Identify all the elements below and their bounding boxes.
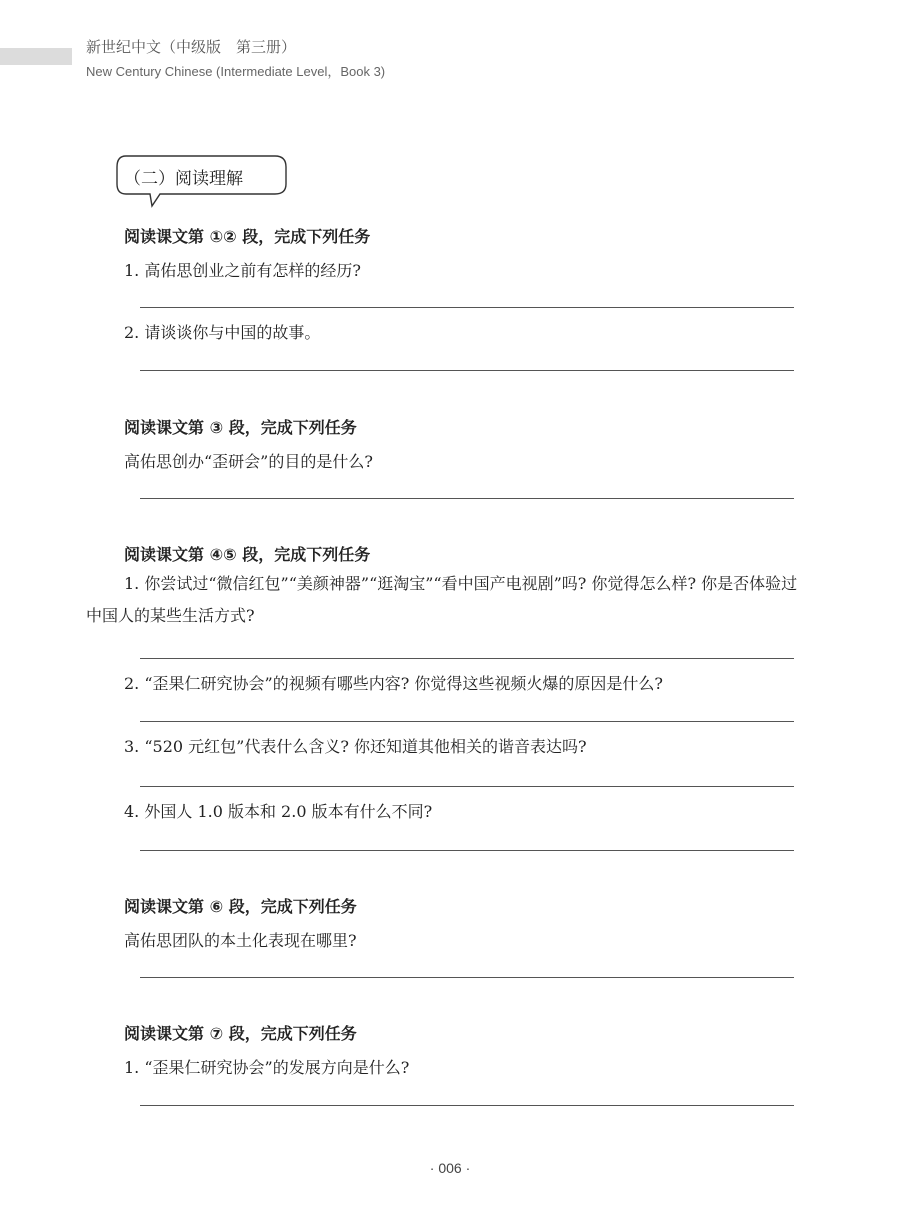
- task-heading: 阅读课文第 ⑥ 段，完成下列任务: [124, 897, 357, 916]
- page-number: · 006 ·: [429, 1160, 471, 1176]
- answer-line[interactable]: [140, 370, 794, 371]
- task-heading: 阅读课文第 ③ 段，完成下列任务: [124, 418, 357, 437]
- task-heading: 阅读课文第 ⑦ 段，完成下列任务: [124, 1024, 357, 1043]
- section-title: （二）阅读理解: [124, 169, 243, 189]
- answer-line[interactable]: [140, 498, 794, 499]
- question: 高佑思团队的本土化表现在哪里?: [124, 931, 357, 950]
- question: 高佑思创办“歪研会”的目的是什么?: [124, 452, 373, 471]
- section-label-bubble: [116, 155, 288, 210]
- answer-line[interactable]: [140, 850, 794, 851]
- answer-line[interactable]: [140, 977, 794, 978]
- header-tab-mark: [0, 48, 72, 65]
- question: 1. 高佑思创业之前有怎样的经历?: [124, 261, 361, 280]
- question: 1. 你尝试过“微信红包”“美颜神器”“逛淘宝”“看中国产电视剧”吗? 你觉得怎么样? 你是否体验过中国人的某些生活方式?: [86, 574, 798, 625]
- answer-line[interactable]: [140, 1105, 794, 1106]
- question: 2. “歪果仁研究协会”的视频有哪些内容? 你觉得这些视频火爆的原因是什么?: [124, 674, 663, 693]
- answer-line[interactable]: [140, 307, 794, 308]
- question: 4. 外国人 1.0 版本和 2.0 版本有什么不同?: [124, 802, 433, 821]
- task-heading: 阅读课文第 ①② 段，完成下列任务: [124, 227, 371, 246]
- book-title: 新世纪中文（中级版 第三册）: [86, 38, 297, 56]
- question: 3. “520 元红包”代表什么含义? 你还知道其他相关的谐音表达吗?: [124, 737, 587, 756]
- book-title-english: New Century Chinese (Intermediate Level，Book 3): [86, 64, 386, 79]
- question: 1. “歪果仁研究协会”的发展方向是什么?: [124, 1058, 410, 1077]
- answer-line[interactable]: [140, 658, 794, 659]
- task-heading: 阅读课文第 ④⑤ 段，完成下列任务: [124, 545, 371, 564]
- answer-line[interactable]: [140, 721, 794, 722]
- answer-line[interactable]: [140, 786, 794, 787]
- question: 2. 请谈谈你与中国的故事。: [124, 323, 321, 342]
